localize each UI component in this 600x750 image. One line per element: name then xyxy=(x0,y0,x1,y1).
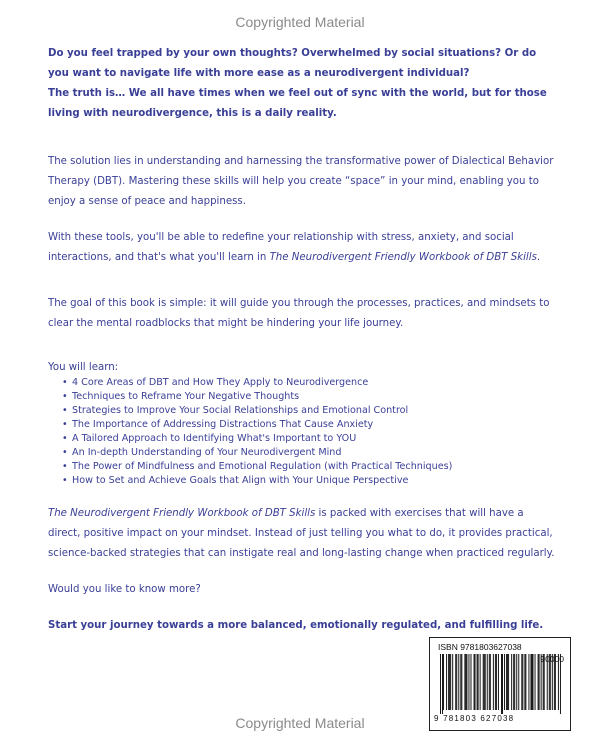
tools-paragraph xyxy=(48,228,558,268)
list-item: • Techniques to Reframe Your Negative Thoughts xyxy=(64,390,558,404)
goal-paragraph: The goal of this book is simple: it will guide you through the processes, practices, and mindsets to clear the mental roadblocks that might be hindering your life journey. xyxy=(48,298,550,329)
tools-book-title: The Neurodivergent Friendly Workbook of DBT Skills xyxy=(269,252,537,263)
list-item: • An In-depth Understanding of Your Neurodivergent Mind xyxy=(64,446,558,460)
isbn-label: ISBN 9781803627038 xyxy=(438,642,522,652)
list-item: • A Tailored Approach to Identifying What's Important to YOU xyxy=(64,432,558,446)
price-code: 90000 xyxy=(540,654,564,664)
packed-paragraph xyxy=(48,504,558,564)
closing-line: Start your journey towards a more balanced, emotionally regulated, and fulfilling life. xyxy=(48,620,544,631)
list-item: • How to Set and Achieve Goals that Align with Your Unique Perspective xyxy=(64,474,558,488)
question-line: Would you like to know more? xyxy=(48,584,201,595)
learn-intro: You will learn: xyxy=(48,362,119,373)
solution-paragraph: The solution lies in understanding and harnessing the transformative power of Dialectical Behavior Therapy (DBT). Mastering these skills will help you create “space” in your mind, enabling you to enjoy a sense of peace and happiness. xyxy=(48,156,554,207)
watermark-bottom: Copyrighted Material xyxy=(235,715,365,731)
barcode-bars xyxy=(440,654,562,714)
intro-truth: The truth is… We all have times when we feel out of sync with the world, but for those living with neurodivergence, this is a daily reality. xyxy=(48,88,547,119)
back-cover-text xyxy=(48,44,558,636)
barcode-digits: 9 781803 627038 xyxy=(434,714,515,723)
list-item: • The Importance of Addressing Distractions That Cause Anxiety xyxy=(64,418,558,432)
tools-text-end: . xyxy=(536,252,541,263)
list-item: • 4 Core Areas of DBT and How They Apply to Neurodivergence xyxy=(64,376,558,390)
tools-text: With these tools, you'll be able to redefine your relationship with stress, anxiety, and social interactions, and that's what you'll learn in xyxy=(48,232,514,263)
list-item: • Strategies to Improve Your Social Relationships and Emotional Control xyxy=(64,404,558,418)
learn-list xyxy=(48,376,558,488)
list-item: • The Power of Mindfulness and Emotional Regulation (with Practical Techniques) xyxy=(64,460,558,474)
watermark-top: Copyrighted Material xyxy=(235,14,365,30)
packed-book-title: The Neurodivergent Friendly Workbook of DBT Skills xyxy=(48,508,316,519)
intro-question: Do you feel trapped by your own thoughts? Overwhelmed by social situations? Or do you want to navigate life with more ease as a neurodivergent individual? xyxy=(48,48,537,79)
packed-text: is packed with exercises that will have a direct, positive impact on your mindset. Instead of just telling you what to do, it provides practical, science-backed strategies that can instigate real and long-lasting change when practiced regularly. xyxy=(48,508,555,559)
